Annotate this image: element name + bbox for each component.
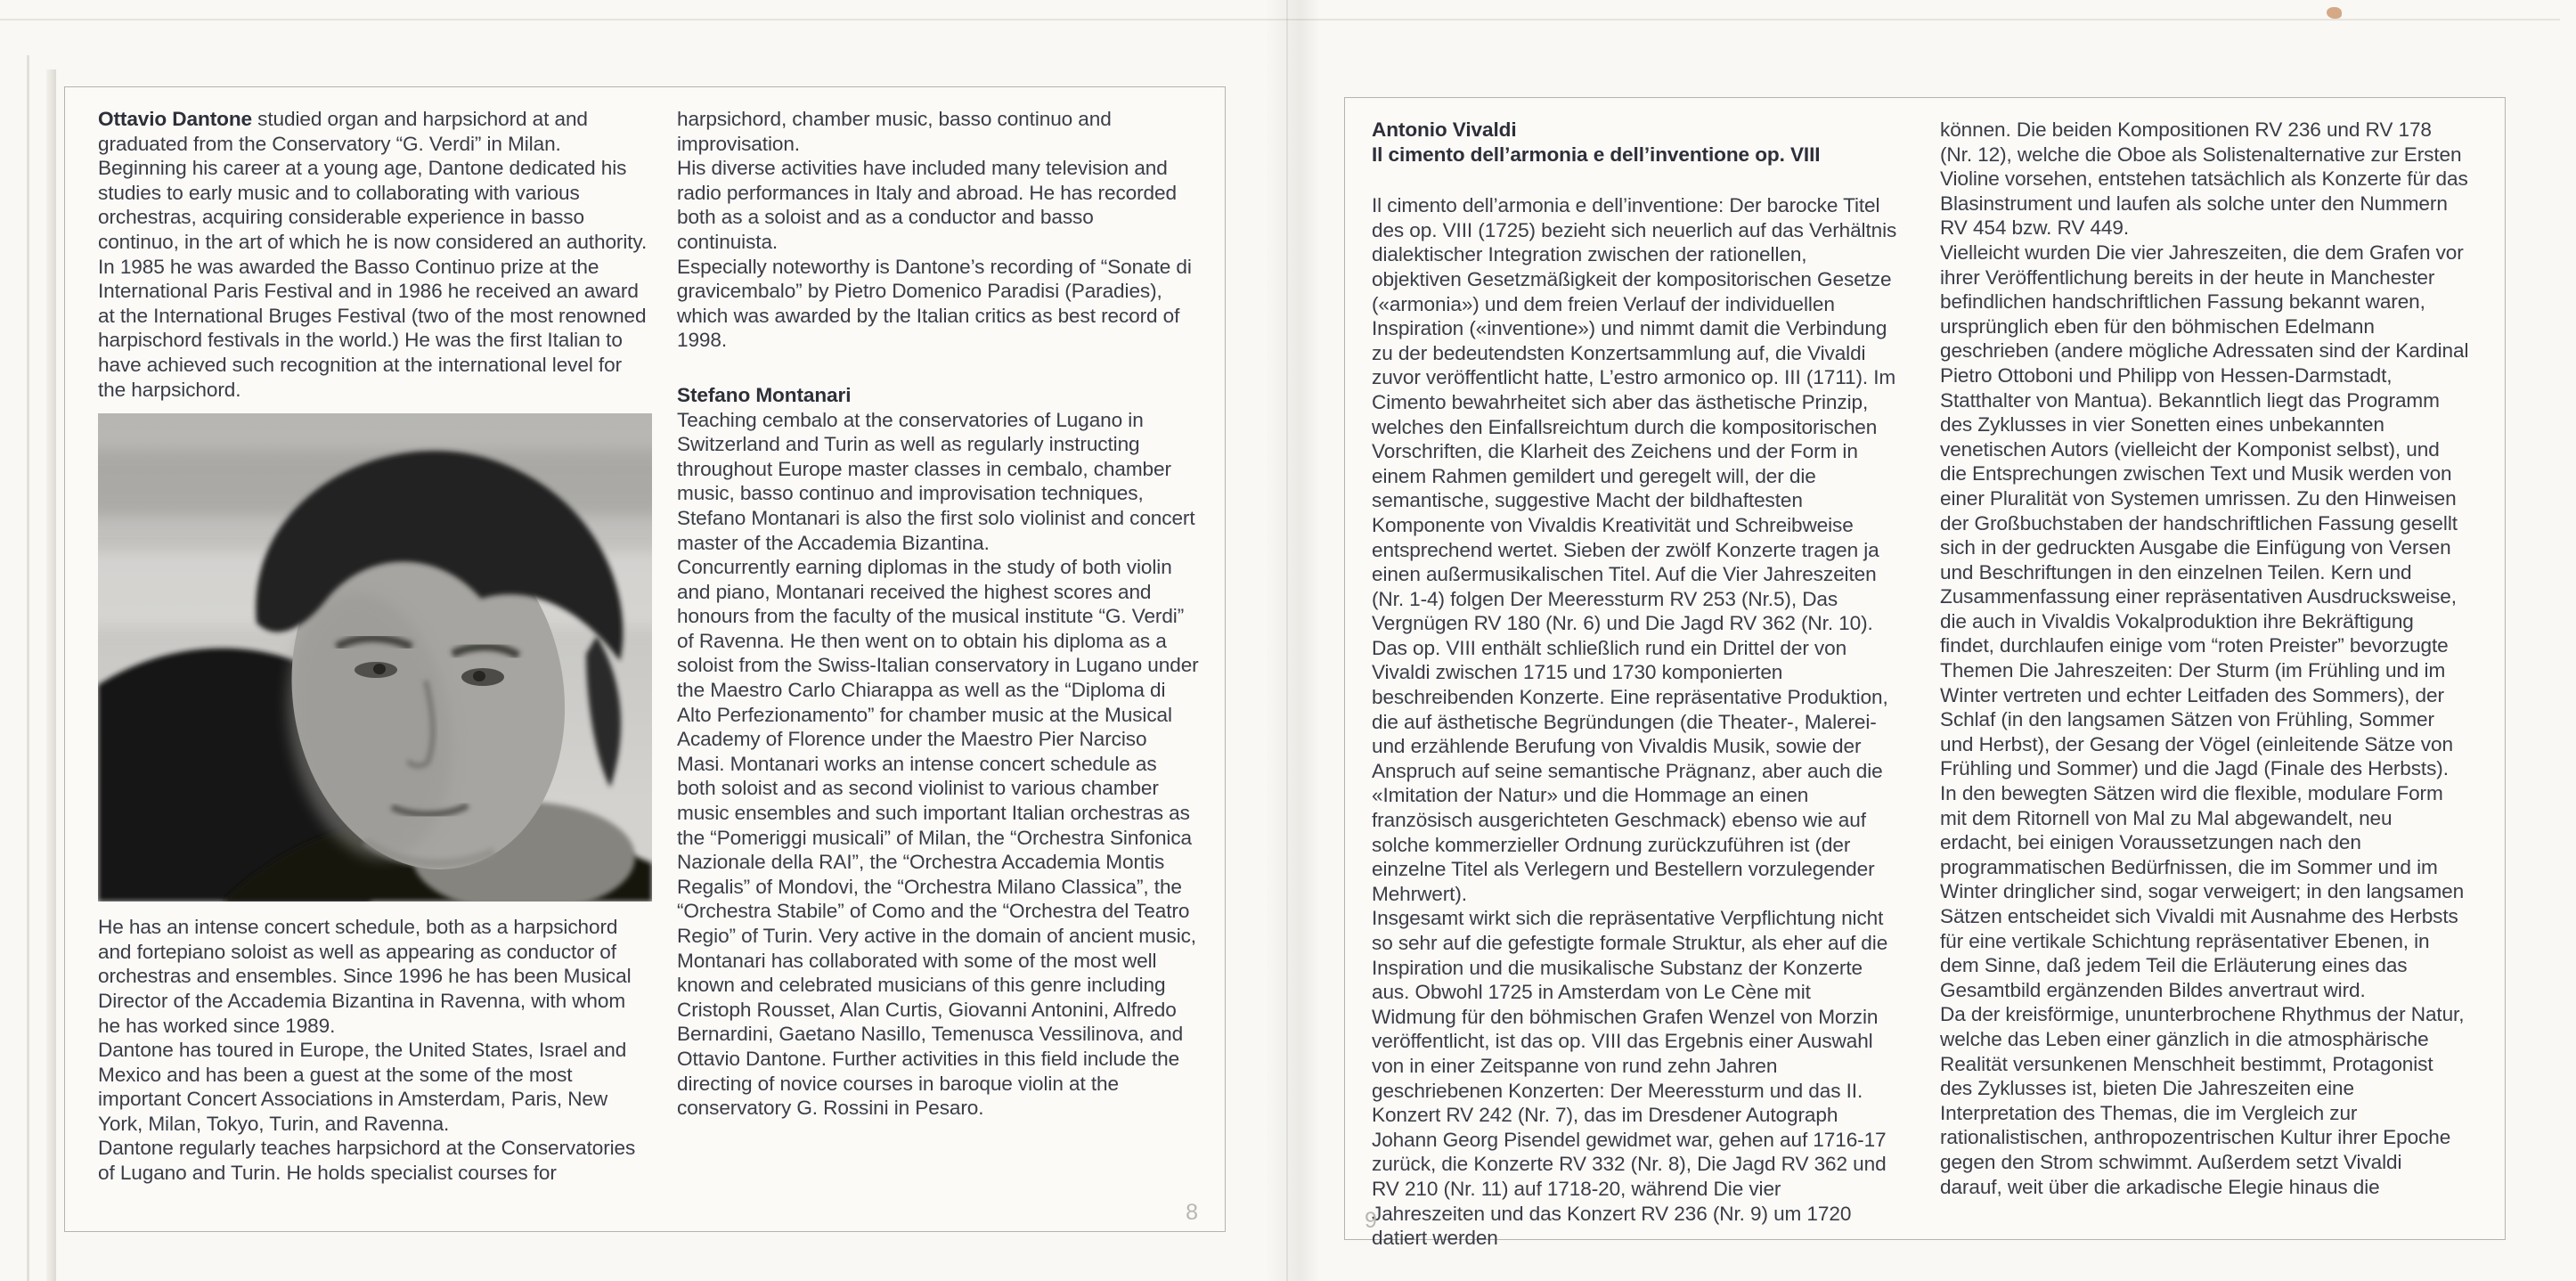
booklet-page-edge xyxy=(27,55,29,1281)
page-9-column-1 xyxy=(1372,118,1899,1251)
spine-gutter-line xyxy=(1286,0,1288,1281)
composer-name: Antonio Vivaldi xyxy=(1372,118,1517,141)
liner-notes-paragraph: Da der kreisförmige, ununterbrochene Rhythmus der Natur, welche das Leben einer gänzlich in die atmosphärische Realität versunkenen Menschheit bestimmt, Protagonist des Zyklusses ist, bieten Die Jahreszeiten eine Interpretation des Themas, die im Vergleich zur rationalistischen, anthropozentrischen Kultur ihrer Epoche gegen den Strom schwimmt. Außerdem setzt Vivaldi darauf, weit über die arkadische Elegie hinaus die xyxy=(1940,1003,2465,1198)
bio-paragraph: Teaching cembalo at the conservatories of Lugano in Switzerland and Turin as well as regularly instructing throughout Europe master classes in cembalo, chamber music, basso continuo and improvisation techniques, Stefano Montanari is also the first solo violinist and concert master of the Accademia Bizantina. xyxy=(677,408,1195,554)
bio-paragraph: In 1985 he was awarded the Basso Continuo prize at the International Paris Festival and in 1986 he received an award at the International Bruges Festival (two of the most renowned harpischord festivals in the world.) He was the first Italian to have achieved such recognition at the international level for the harpsichord. xyxy=(98,255,647,401)
bio-paragraph xyxy=(98,107,652,255)
portrait-photo-ottavio-dantone xyxy=(98,413,652,902)
page-9-column-2 xyxy=(1940,118,2469,1199)
bio-paragraph: harpsichord, chamber music, basso continuo and improvisation. xyxy=(677,108,1112,155)
bio-text: studied organ and harpsichord at and graduated from the Conservatory “G. Verdi” in Milan. Beginning his career at a young age, Dantone dedicated his studies to early music and to collaborating with various orchestras, acquiring considerable experience in basso continuo, in the art of which he is now considered an authority. xyxy=(98,108,648,253)
bio-paragraph: His diverse activities have included many television and radio performances in Italy and abroad. He has recorded both as a soloist and as a conductor and basso continuista. xyxy=(677,157,1177,253)
scan-artifact-speck xyxy=(2327,7,2342,19)
page-8-column-2 xyxy=(677,107,1199,1121)
page-9-frame xyxy=(1344,97,2506,1250)
bio-paragraph: Dantone regularly teaches harpsichord at the Conservatories of Lugano and Turin. He holds specialist courses for xyxy=(98,1137,636,1185)
page-number-8: 8 xyxy=(1186,1200,1198,1225)
page-8-frame xyxy=(64,86,1226,1232)
work-title: Il cimento dell’armonia e dell’inventione op. VIII xyxy=(1372,143,1821,166)
bio-paragraph: Especially noteworthy is Dantone’s recording of “Sonate di gravicembalo” by Pietro Domenico Paradisi (Paradies), which was awarded by the Italian critics as best record of 1998. xyxy=(677,255,1192,352)
bio-paragraph: Concurrently earning diplomas in the study of both violin and piano, Montanari received the highest scores and honours from the faculty of the musical institute “G. Verdi” of Ravenna. He then went on to obtain his diploma as a soloist from the Swiss-Italian conservatory in Lugano under the Maestro Carlo Chiarappa as well as the “Diploma di Alto Perfezionamento” for chamber music at the Musical Academy of Florence under the Maestro Pier Narciso Masi. Montanari works an intense concert schedule as both soloist and as second violinist to various chamber music ensembles and such important Italian orchestras as the “Pomeriggi musicali” of Milan, the “Orchestra Sinfonica Nazionale della RAI”, the “Orchestra Accademia Montis Regalis” of Mondovi, the “Orchestra Milano Classica”, the “Orchestra Stabile” of Como and the “Orchestra del Teatro Regio” of Turin. Very active in the domain of ancient music, Montanari has collaborated with some of the most well known and celebrated musicians of this genre including Cristoph Rousset, Alan Curtis, Giovanni Antonini, Alfredo Bernardini, Gaetano Nasillo, Temenusca Vessilinova, and Ottavio Dantone. Further activities in this field include the directing of novice courses in baroque violin at the conservatory G. Rossini in Pesaro. xyxy=(677,556,1199,1120)
page-number-9: 9 xyxy=(1365,1208,1377,1233)
artist-name-ottavio-dantone: Ottavio Dantone xyxy=(98,108,252,130)
liner-notes-paragraph: Insgesamt wirkt sich die repräsentative Verpflichtung nicht so sehr auf die gefestigte formale Struktur, als eher auf die Inspiration und die musikalische Substanz der Konzerte aus. Obwohl 1725 in Amsterdam von Le Cène mit Widmung für den böhmischen Grafen Wenzel von Morzin veröffentlicht, ist das op. VIII das Ergebnis einer Auswahl von in einer Zeitspanne von rund zehn Jahren geschriebenen Konzerten: Der Meeressturm und das II. Konzert RV 242 (Nr. 7), das im Dresdener Autograph Johann Georg Pisendel gewidmet war, gehen auf 1716-17 zurück, die Konzerte RV 332 (Nr. 8), Die Jagd RV 362 und RV 210 (Nr. 11) auf 1718-20, während Die vier Jahreszeiten und das Konzert RV 236 (Nr. 9) um 1720 datiert werden xyxy=(1372,907,1888,1250)
liner-notes-paragraph: Il cimento dell’armonia e dell’inventione: Der barocke Titel des op. VIII (1725) bezieht sich neuerlich auf das Verhältnis dialektischer Integration zwischen der rationellen, objektiven Gesetzmäßigkeit der kompositorischen Gesetze («armonia») und dem freien Verlauf der individuellen Inspiration («inventione») und nimmt damit die Verbindung zu der bedeutendsten Konzertsammlung auf, die Vivaldi zuvor veröffentlicht hatte, L’estro armonico op. III (1711). Im Cimento bewahrheitet sich aber das ästhetische Prinzip, welches den Einfallsreichtum durch die kompositorischen Vorschriften, die Klarheit des Zeichens und der Form in einem Rahmen gemildert und geregelt will, der die semantische, suggestive Macht der bildhaftesten Komponente von Vivaldis Kreativität und Schreibweise entsprechend wertet. Sieben der zwölf Konzerte tragen ja einen außermusikalischen Titel. Auf die Vier Jahreszeiten (Nr. 1-4) folgen Der Meeressturm RV 253 (Nr.5), Das Vergnügen RV 180 (Nr. 6) und Die Jagd RV 362 (Nr. 10). Das op. VIII enthält schließlich rund ein Drittel der von Vivaldi zwischen 1715 und 1730 komponierten beschreibenden Konzerte. Eine repräsentative Produktion, die auf ästhetische Begründungen (die Theater-, Malerei- und erzählende Berufung von Vivaldis Musik, sowie der Anspruch auf seine semantische Prägnanz, aber auch die «Imitation der Natur» und die Hommage an einen französisch ausgerichteten Geschmack) ebenso wie auf solche kommerzieller Ordnung zurückzuführen ist (der einzelne Titel als Verlegern und Bestellern vorzulegender Mehrwert). xyxy=(1372,194,1897,905)
page-8-column-1 xyxy=(98,107,652,1186)
liner-notes-paragraph: Vielleicht wurden Die vier Jahreszeiten, die dem Grafen vor ihrer Veröffentlichung bereits in der heute in Manchester befindlichen handschriftlichen Fassung bekannt waren, ursprünglich eben für den böhmischen Edelmann geschrieben (andere mögliche Adressaten sind der Kardinal Pietro Ottoboni und Philipp von Hessen-Darmstadt, Statthalter von Mantua). Bekanntlich liegt das Programm des Zyklusses in vier Sonetten eines unbekannten venetischen Autors (vielleicht der Komponist selbst), und die Entsprechungen zwischen Text und Musik werden von einer Pluralität von Systemen umrissen. Zu den Hinweisen der Großbuchstaben der handschriftlichen Fassung gesellt sich in der gedruckten Ausgabe die Einfügung von Versen und Beschriftungen in den einzelnen Teilen. Kern und Zusammenfassung einer repräsentativen Ausdrucksweise, die auch in Vivaldis Vokalproduktion ihre Bekräftigung findet, durchlaufen einige vom “roten Preister” bevorzugte Themen Die Jahreszeiten: Der Sturm (im Frühling und im Winter vertreten und echter Leitfaden des Sommers), der Schlaf (in den langsamen Sätzen von Frühling, Sommer und Herbst), der Gesang der Vögel (einleitende Sätze von Frühling und Sommer) und die Jagd (Finale des Herbsts). In den bewegten Sätzen wird die flexible, modulare Form mit dem Ritornell von Mal zu Mal abgewandelt, neu erdacht, bei einigen Voraussetzungen nach den programmatischen Bedürfnissen, die im Sommer und im Winter dringlicher sind, sogar verweigert; in den langsamen Sätzen entscheidet sich Vivaldi mit Ausnahme des Herbsts für eine vertikale Schichtung repräsentativer Ebenen, in dem Sinne, daß jedem Teil die Erläuterung eines das Gesamtbild ergänzenden Bildes anvertraut wird. xyxy=(1940,241,2469,1001)
spine-gutter-shadow xyxy=(1265,0,1354,1281)
liner-notes-title xyxy=(1372,118,1899,167)
bio-paragraph: Dantone has toured in Europe, the United States, Israel and Mexico and has been a guest at the some of the most important Concert Associations in Amsterdam, Paris, New York, Milan, Tokyo, Turin, and Ravenna. xyxy=(98,1039,627,1135)
artist-name-stefano-montanari: Stefano Montanari xyxy=(677,383,852,406)
bio-paragraph: He has an intense concert schedule, both as a harpsichord and fortepiano soloist as well as appearing as conductor of orchestras and ensembles. Since 1996 he has been Musical Director of the Accademia Bizantina in Ravenna, with whom he has worked since 1989. xyxy=(98,916,632,1037)
liner-notes-paragraph: können. Die beiden Kompositionen RV 236 und RV 178 (Nr. 12), welche die Oboe als Solistenalternative zur Ersten Violine vorsehen, entstehen tatsächlich als Konzerte für das Blasinstrument und laufen als solche unter den Nummern RV 454 bzw. RV 449. xyxy=(1940,118,2468,240)
booklet-page-edge xyxy=(46,69,56,1281)
